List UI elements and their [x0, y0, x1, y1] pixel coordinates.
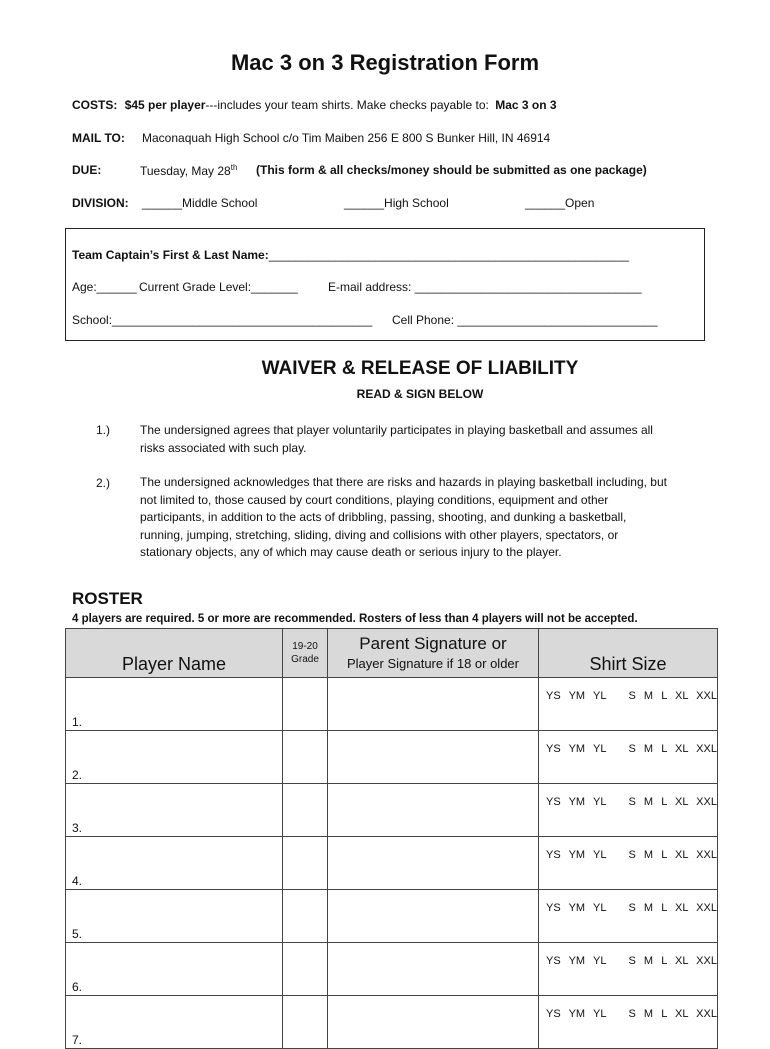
shirt-size-cell[interactable]	[539, 837, 718, 890]
grade-cell[interactable]	[283, 837, 328, 890]
roster-table	[65, 628, 718, 1049]
adult-sizes: S M L XL XXL	[628, 796, 717, 808]
waiver-title: WAIVER & RELEASE OF LIABILITY	[261, 358, 579, 379]
header-signature	[328, 629, 539, 678]
due-date	[140, 163, 237, 178]
player-name-cell[interactable]: 6.	[66, 943, 283, 996]
shirt-size-options	[539, 902, 717, 914]
youth-sizes: YS YM YL	[546, 743, 607, 755]
table-row	[66, 890, 718, 943]
mail-label: MAIL TO:	[72, 131, 125, 145]
table-row	[66, 678, 718, 731]
youth-sizes: YS YM YL	[546, 955, 607, 967]
player-name-cell[interactable]: 5.	[66, 890, 283, 943]
player-name-cell[interactable]: 3.	[66, 784, 283, 837]
player-name-cell[interactable]: 4.	[66, 837, 283, 890]
player-name-cell[interactable]: 2.	[66, 731, 283, 784]
signature-cell[interactable]	[328, 890, 539, 943]
waiver-item-2-text	[140, 474, 667, 562]
waiver-item-1-number: 1.)	[96, 423, 111, 437]
adult-sizes: S M L XL XXL	[628, 902, 717, 914]
grade-level-field[interactable]: Current Grade Level:_______	[139, 280, 298, 294]
grade-cell[interactable]	[283, 784, 328, 837]
grade-cell[interactable]	[283, 996, 328, 1049]
costs-text: ---includes your team shirts. Make checks payable to:	[205, 98, 489, 112]
table-row	[66, 784, 718, 837]
due-note: (This form & all checks/money should be submitted as one package)	[256, 163, 647, 177]
shirt-size-cell[interactable]	[539, 784, 718, 837]
grade-cell[interactable]	[283, 678, 328, 731]
header-grade	[283, 629, 328, 678]
table-row	[66, 943, 718, 996]
costs-label: COSTS:	[72, 98, 118, 112]
cell-phone-field[interactable]: Cell Phone: ______________________________	[392, 313, 658, 327]
roster-header-row	[66, 629, 718, 678]
signature-cell[interactable]	[328, 943, 539, 996]
email-field[interactable]: E-mail address: __________________________________	[328, 280, 642, 294]
grade-cell[interactable]	[283, 731, 328, 784]
shirt-size-cell[interactable]	[539, 996, 718, 1049]
youth-sizes: YS YM YL	[546, 1008, 607, 1020]
table-row	[66, 837, 718, 890]
roster-note: 4 players are required. 5 or more are recommended. Rosters of less than 4 players will not be accepted.	[72, 613, 638, 625]
player-name-cell[interactable]: 1.	[66, 678, 283, 731]
signature-cell[interactable]	[328, 678, 539, 731]
costs-line	[72, 98, 557, 112]
due-date-text: Tuesday, May 28	[140, 164, 231, 178]
waiver-item-2-line: participants, in addition to the acts of dribbling, passing, shooting, and dunking a basketball,	[140, 510, 627, 524]
youth-sizes: YS YM YL	[546, 690, 607, 702]
captain-name-line[interactable]: ______________________________________________________	[268, 248, 630, 262]
adult-sizes: S M L XL XXL	[628, 690, 717, 702]
header-grade-top: 19-20	[292, 641, 318, 652]
shirt-size-cell[interactable]	[539, 943, 718, 996]
youth-sizes: YS YM YL	[546, 902, 607, 914]
age-field[interactable]: Age:______	[72, 280, 137, 294]
waiver-item-2-line: The undersigned acknowledges that there are risks and hazards in playing basketball including, but	[140, 475, 667, 489]
adult-sizes: S M L XL XXL	[628, 849, 717, 861]
header-shirt-size: Shirt Size	[539, 629, 718, 678]
shirt-size-options	[539, 849, 717, 861]
waiver-item-1-line: The undersigned agrees that player voluntarily participates in playing basketball and assumes all	[140, 423, 653, 437]
captain-name-label: Team Captain’s First & Last Name:	[72, 248, 269, 262]
adult-sizes: S M L XL XXL	[628, 1008, 717, 1020]
shirt-size-cell[interactable]	[539, 890, 718, 943]
waiver-item-2-number: 2.)	[96, 476, 111, 490]
waiver-item-2-line: running, jumping, stretching, sliding, diving and collisions with other players, spectators, or	[140, 527, 619, 542]
table-row	[66, 731, 718, 784]
signature-cell[interactable]	[328, 731, 539, 784]
school-field[interactable]: School:_______________________________________	[72, 313, 373, 327]
division-label: DIVISION:	[72, 196, 129, 210]
table-row	[66, 996, 718, 1049]
due-label: DUE:	[72, 163, 102, 177]
captain-name-field[interactable]	[72, 248, 629, 262]
youth-sizes: YS YM YL	[546, 796, 607, 808]
waiver-item-1-line: risks associated with such play.	[140, 440, 307, 455]
division-open[interactable]: ______Open	[525, 196, 595, 210]
signature-cell[interactable]	[328, 784, 539, 837]
waiver-item-1-text	[140, 422, 653, 457]
costs-amount: $45 per player	[124, 98, 206, 112]
adult-sizes: S M L XL XXL	[628, 955, 717, 967]
costs-payee: Mac 3 on 3	[495, 98, 557, 112]
shirt-size-cell[interactable]	[539, 678, 718, 731]
waiver-item-2-line: not limited to, those caused by court conditions, playing conditions, equipment and other	[140, 492, 609, 507]
grade-cell[interactable]	[283, 890, 328, 943]
adult-sizes: S M L XL XXL	[628, 743, 717, 755]
header-signature-bottom: Player Signature if 18 or older	[347, 656, 519, 671]
waiver-item-2-line: stationary objects, any of which may cause death or serious injury to the player.	[140, 545, 562, 559]
mail-address: Maconaquah High School c/o Tim Maiben 256 E 800 S Bunker Hill, IN 46914	[142, 131, 551, 145]
player-name-cell[interactable]: 7.	[66, 996, 283, 1049]
shirt-size-options	[539, 796, 717, 808]
shirt-size-cell[interactable]	[539, 731, 718, 784]
shirt-size-options	[539, 690, 717, 702]
youth-sizes: YS YM YL	[546, 849, 607, 861]
division-middle-school[interactable]: ______Middle School	[142, 196, 258, 210]
grade-cell[interactable]	[283, 943, 328, 996]
form-title: Mac 3 on 3 Registration Form	[230, 50, 540, 75]
header-player-name: Player Name	[66, 629, 283, 678]
header-signature-top: Parent Signature or	[359, 634, 507, 653]
roster-heading: ROSTER	[72, 589, 143, 608]
header-grade-bottom: Grade	[291, 654, 319, 665]
shirt-size-options	[539, 955, 717, 967]
signature-cell[interactable]	[328, 996, 539, 1049]
shirt-size-options	[539, 743, 717, 755]
shirt-size-options	[539, 1008, 717, 1020]
division-high-school[interactable]: ______High School	[344, 196, 449, 210]
due-date-sup: th	[230, 163, 238, 172]
signature-cell[interactable]	[328, 837, 539, 890]
waiver-subtitle: READ & SIGN BELOW	[356, 387, 484, 401]
